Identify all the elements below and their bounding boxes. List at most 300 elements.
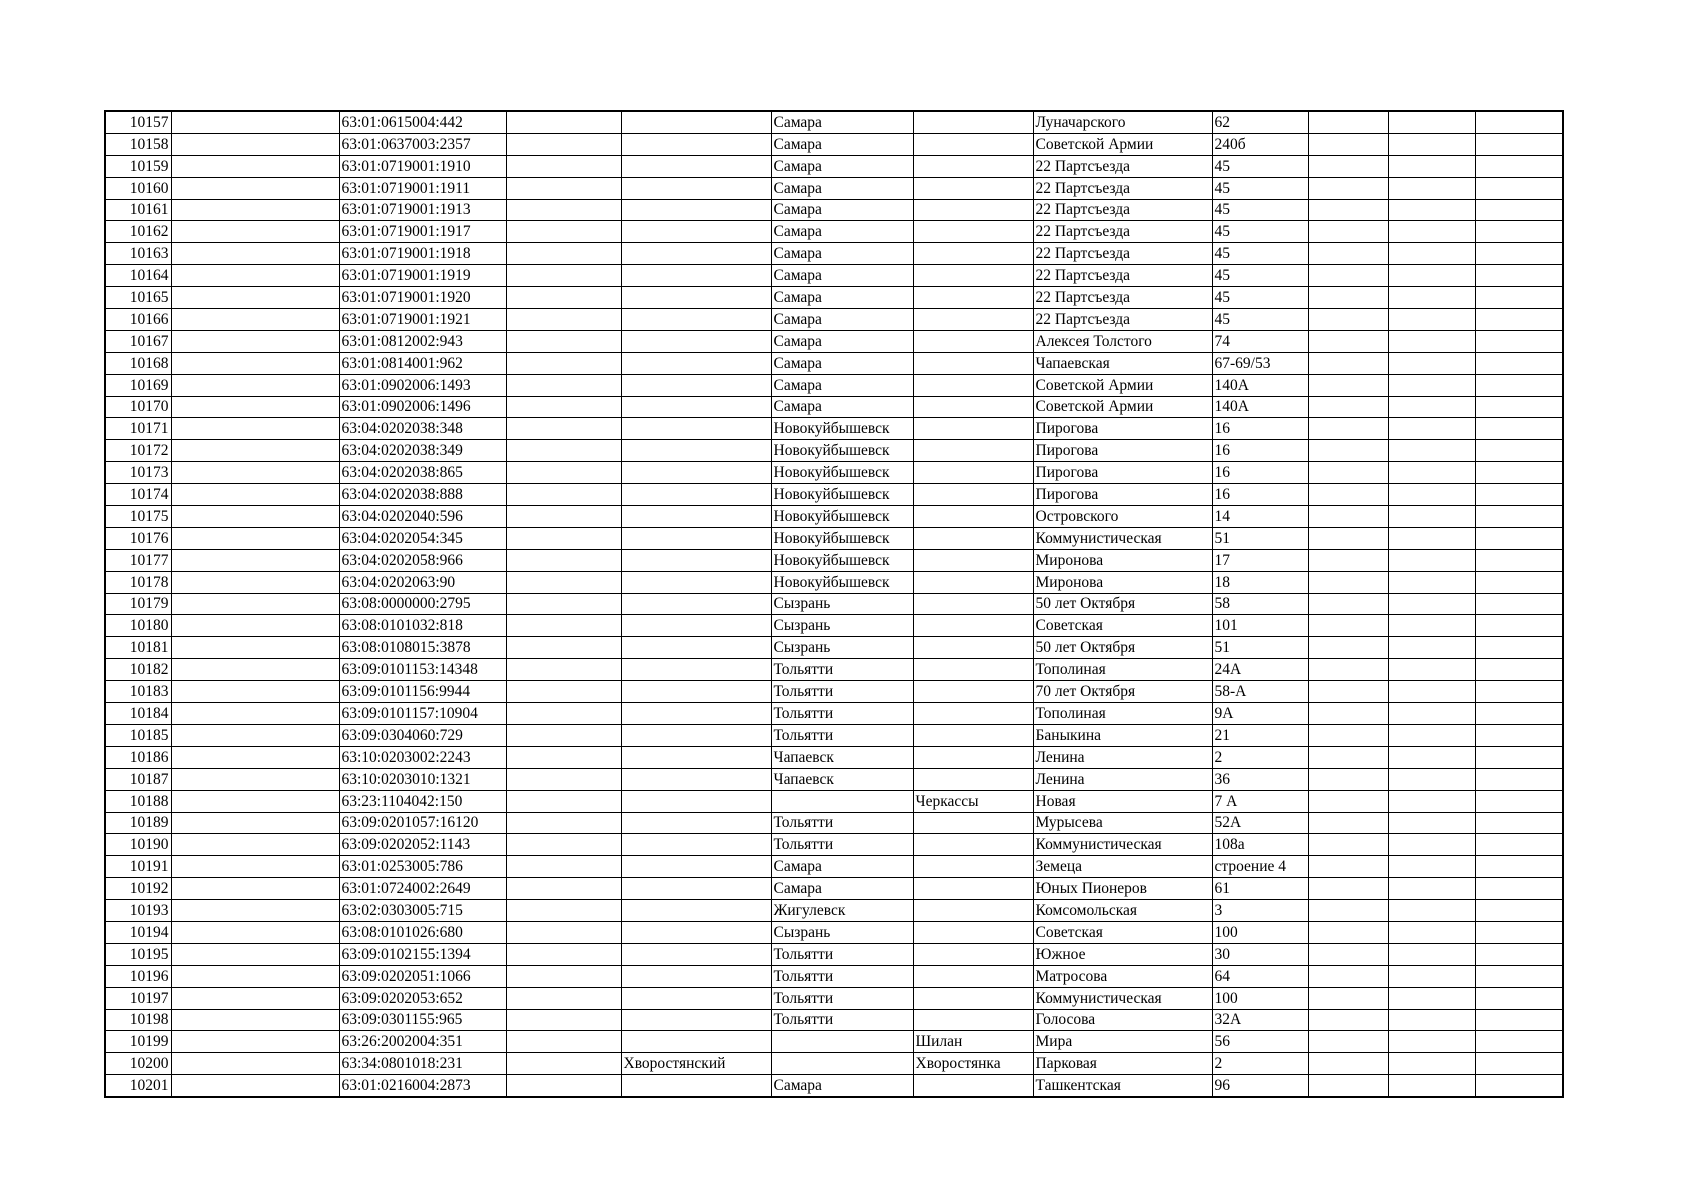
table-row bbox=[105, 812, 1563, 834]
district-cell bbox=[621, 834, 771, 856]
cadastral-number-cell: 63:01:0719001:1910 bbox=[339, 155, 506, 177]
cadastral-number-cell: 63:09:0304060:729 bbox=[339, 724, 506, 746]
house-cell: 16 bbox=[1212, 418, 1308, 440]
house-cell: 45 bbox=[1212, 221, 1308, 243]
blank-cell-a bbox=[171, 265, 339, 287]
blank-cell-e bbox=[1475, 265, 1563, 287]
district-cell bbox=[621, 330, 771, 352]
blank-cell-e bbox=[1475, 659, 1563, 681]
blank-cell-c bbox=[1308, 943, 1388, 965]
blank-cell-b bbox=[506, 265, 621, 287]
blank-cell-c bbox=[1308, 440, 1388, 462]
blank-cell-c bbox=[1308, 965, 1388, 987]
house-cell: 100 bbox=[1212, 987, 1308, 1009]
blank-cell-e bbox=[1475, 615, 1563, 637]
row-number-cell: 10188 bbox=[105, 790, 171, 812]
table-body bbox=[105, 111, 1563, 1097]
settlement-cell bbox=[913, 133, 1033, 155]
district-cell: Хворостянский bbox=[621, 1053, 771, 1075]
street-cell: Пирогова bbox=[1033, 440, 1212, 462]
blank-cell-a bbox=[171, 724, 339, 746]
cadastral-number-cell: 63:01:0719001:1919 bbox=[339, 265, 506, 287]
settlement-cell bbox=[913, 921, 1033, 943]
city-cell: Самара bbox=[771, 1075, 913, 1097]
blank-cell-a bbox=[171, 659, 339, 681]
blank-cell-e bbox=[1475, 418, 1563, 440]
table-row bbox=[105, 615, 1563, 637]
settlement-cell bbox=[913, 900, 1033, 922]
city-cell: Самара bbox=[771, 396, 913, 418]
table-row bbox=[105, 746, 1563, 768]
blank-cell-c bbox=[1308, 724, 1388, 746]
blank-cell-b bbox=[506, 659, 621, 681]
blank-cell-b bbox=[506, 462, 621, 484]
blank-cell-b bbox=[506, 133, 621, 155]
blank-cell-d bbox=[1388, 965, 1475, 987]
blank-cell-c bbox=[1308, 746, 1388, 768]
blank-cell-e bbox=[1475, 155, 1563, 177]
row-number-cell: 10158 bbox=[105, 133, 171, 155]
row-number-cell: 10170 bbox=[105, 396, 171, 418]
table-row bbox=[105, 396, 1563, 418]
district-cell bbox=[621, 856, 771, 878]
blank-cell-c bbox=[1308, 790, 1388, 812]
blank-cell-e bbox=[1475, 965, 1563, 987]
blank-cell-e bbox=[1475, 177, 1563, 199]
street-cell: 22 Партсъезда bbox=[1033, 199, 1212, 221]
blank-cell-b bbox=[506, 221, 621, 243]
blank-cell-c bbox=[1308, 768, 1388, 790]
table-row bbox=[105, 1075, 1563, 1097]
table-row bbox=[105, 878, 1563, 900]
settlement-cell bbox=[913, 549, 1033, 571]
blank-cell-a bbox=[171, 790, 339, 812]
street-cell: Новая bbox=[1033, 790, 1212, 812]
district-cell bbox=[621, 462, 771, 484]
district-cell bbox=[621, 790, 771, 812]
row-number-cell: 10196 bbox=[105, 965, 171, 987]
street-cell: Советской Армии bbox=[1033, 374, 1212, 396]
street-cell: Матросова bbox=[1033, 965, 1212, 987]
blank-cell-d bbox=[1388, 1031, 1475, 1053]
settlement-cell bbox=[913, 506, 1033, 528]
settlement-cell bbox=[913, 637, 1033, 659]
blank-cell-c bbox=[1308, 243, 1388, 265]
blank-cell-e bbox=[1475, 330, 1563, 352]
district-cell bbox=[621, 987, 771, 1009]
settlement-cell bbox=[913, 878, 1033, 900]
table-row bbox=[105, 440, 1563, 462]
street-cell: Советская bbox=[1033, 615, 1212, 637]
house-cell: 16 bbox=[1212, 440, 1308, 462]
blank-cell-e bbox=[1475, 549, 1563, 571]
district-cell bbox=[621, 593, 771, 615]
blank-cell-a bbox=[171, 681, 339, 703]
blank-cell-d bbox=[1388, 330, 1475, 352]
district-cell bbox=[621, 418, 771, 440]
blank-cell-a bbox=[171, 440, 339, 462]
blank-cell-e bbox=[1475, 506, 1563, 528]
blank-cell-e bbox=[1475, 199, 1563, 221]
settlement-cell: Шилан bbox=[913, 1031, 1033, 1053]
cadastral-number-cell: 63:04:0202063:90 bbox=[339, 571, 506, 593]
house-cell: 56 bbox=[1212, 1031, 1308, 1053]
street-cell: Голосова bbox=[1033, 1009, 1212, 1031]
blank-cell-e bbox=[1475, 768, 1563, 790]
blank-cell-d bbox=[1388, 724, 1475, 746]
blank-cell-b bbox=[506, 155, 621, 177]
table-row bbox=[105, 987, 1563, 1009]
blank-cell-e bbox=[1475, 309, 1563, 331]
city-cell: Самара bbox=[771, 155, 913, 177]
district-cell bbox=[621, 681, 771, 703]
blank-cell-e bbox=[1475, 243, 1563, 265]
street-cell: Коммунистическая bbox=[1033, 987, 1212, 1009]
table-row bbox=[105, 155, 1563, 177]
blank-cell-c bbox=[1308, 527, 1388, 549]
settlement-cell bbox=[913, 615, 1033, 637]
blank-cell-b bbox=[506, 790, 621, 812]
district-cell bbox=[621, 921, 771, 943]
settlement-cell bbox=[913, 746, 1033, 768]
settlement-cell bbox=[913, 965, 1033, 987]
city-cell: Самара bbox=[771, 199, 913, 221]
table-row bbox=[105, 133, 1563, 155]
blank-cell-a bbox=[171, 812, 339, 834]
house-cell: 140А bbox=[1212, 396, 1308, 418]
street-cell: Ленина bbox=[1033, 746, 1212, 768]
cadastral-number-cell: 63:04:0202038:349 bbox=[339, 440, 506, 462]
city-cell: Самара bbox=[771, 878, 913, 900]
city-cell: Сызрань bbox=[771, 615, 913, 637]
street-cell: Алексея Толстого bbox=[1033, 330, 1212, 352]
table-row bbox=[105, 111, 1563, 133]
settlement-cell bbox=[913, 987, 1033, 1009]
blank-cell-c bbox=[1308, 834, 1388, 856]
blank-cell-a bbox=[171, 484, 339, 506]
cadastral-number-cell: 63:09:0301155:965 bbox=[339, 1009, 506, 1031]
blank-cell-c bbox=[1308, 199, 1388, 221]
cadastral-number-cell: 63:04:0202040:596 bbox=[339, 506, 506, 528]
house-cell: 96 bbox=[1212, 1075, 1308, 1097]
settlement-cell bbox=[913, 484, 1033, 506]
cadastral-number-cell: 63:08:0000000:2795 bbox=[339, 593, 506, 615]
table-row bbox=[105, 287, 1563, 309]
district-cell bbox=[621, 724, 771, 746]
blank-cell-d bbox=[1388, 768, 1475, 790]
blank-cell-c bbox=[1308, 703, 1388, 725]
city-cell: Новокуйбышевск bbox=[771, 527, 913, 549]
blank-cell-d bbox=[1388, 659, 1475, 681]
blank-cell-a bbox=[171, 221, 339, 243]
blank-cell-a bbox=[171, 943, 339, 965]
cadastral-number-cell: 63:04:0202054:345 bbox=[339, 527, 506, 549]
cadastral-number-cell: 63:01:0902006:1496 bbox=[339, 396, 506, 418]
blank-cell-b bbox=[506, 287, 621, 309]
blank-cell-d bbox=[1388, 681, 1475, 703]
city-cell: Новокуйбышевск bbox=[771, 440, 913, 462]
blank-cell-e bbox=[1475, 1031, 1563, 1053]
row-number-cell: 10198 bbox=[105, 1009, 171, 1031]
blank-cell-b bbox=[506, 111, 621, 133]
row-number-cell: 10162 bbox=[105, 221, 171, 243]
house-cell: 7 А bbox=[1212, 790, 1308, 812]
house-cell: 58 bbox=[1212, 593, 1308, 615]
blank-cell-a bbox=[171, 352, 339, 374]
settlement-cell bbox=[913, 111, 1033, 133]
blank-cell-e bbox=[1475, 856, 1563, 878]
house-cell: 62 bbox=[1212, 111, 1308, 133]
blank-cell-d bbox=[1388, 1075, 1475, 1097]
district-cell bbox=[621, 571, 771, 593]
blank-cell-d bbox=[1388, 987, 1475, 1009]
settlement-cell bbox=[913, 287, 1033, 309]
table-row bbox=[105, 659, 1563, 681]
city-cell: Самара bbox=[771, 330, 913, 352]
row-number-cell: 10184 bbox=[105, 703, 171, 725]
blank-cell-a bbox=[171, 703, 339, 725]
blank-cell-b bbox=[506, 352, 621, 374]
blank-cell-a bbox=[171, 177, 339, 199]
settlement-cell bbox=[913, 265, 1033, 287]
house-cell: 3 bbox=[1212, 900, 1308, 922]
house-cell: 45 bbox=[1212, 265, 1308, 287]
city-cell: Самара bbox=[771, 177, 913, 199]
cadastral-number-cell: 63:09:0202051:1066 bbox=[339, 965, 506, 987]
row-number-cell: 10171 bbox=[105, 418, 171, 440]
street-cell: Пирогова bbox=[1033, 462, 1212, 484]
cadastral-number-cell: 63:01:0719001:1920 bbox=[339, 287, 506, 309]
city-cell: Тольятти bbox=[771, 965, 913, 987]
blank-cell-b bbox=[506, 746, 621, 768]
row-number-cell: 10194 bbox=[105, 921, 171, 943]
blank-cell-a bbox=[171, 878, 339, 900]
blank-cell-c bbox=[1308, 221, 1388, 243]
district-cell bbox=[621, 111, 771, 133]
blank-cell-b bbox=[506, 593, 621, 615]
blank-cell-b bbox=[506, 396, 621, 418]
blank-cell-b bbox=[506, 878, 621, 900]
district-cell bbox=[621, 1031, 771, 1053]
settlement-cell bbox=[913, 724, 1033, 746]
blank-cell-b bbox=[506, 724, 621, 746]
cadastral-number-cell: 63:01:0814001:962 bbox=[339, 352, 506, 374]
cadastral-number-cell: 63:09:0101153:14348 bbox=[339, 659, 506, 681]
city-cell: Новокуйбышевск bbox=[771, 418, 913, 440]
house-cell: 2 bbox=[1212, 746, 1308, 768]
street-cell: Советской Армии bbox=[1033, 133, 1212, 155]
house-cell: 51 bbox=[1212, 527, 1308, 549]
blank-cell-d bbox=[1388, 287, 1475, 309]
table-row bbox=[105, 1009, 1563, 1031]
district-cell bbox=[621, 943, 771, 965]
table-row bbox=[105, 309, 1563, 331]
street-cell: Ташкентская bbox=[1033, 1075, 1212, 1097]
blank-cell-e bbox=[1475, 571, 1563, 593]
row-number-cell: 10157 bbox=[105, 111, 171, 133]
blank-cell-d bbox=[1388, 878, 1475, 900]
blank-cell-d bbox=[1388, 790, 1475, 812]
city-cell: Тольятти bbox=[771, 943, 913, 965]
cadastral-number-cell: 63:23:1104042:150 bbox=[339, 790, 506, 812]
blank-cell-b bbox=[506, 374, 621, 396]
city-cell: Сызрань bbox=[771, 921, 913, 943]
table-row bbox=[105, 549, 1563, 571]
row-number-cell: 10195 bbox=[105, 943, 171, 965]
blank-cell-a bbox=[171, 1075, 339, 1097]
cadastral-number-cell: 63:04:0202038:888 bbox=[339, 484, 506, 506]
blank-cell-e bbox=[1475, 1009, 1563, 1031]
district-cell bbox=[621, 506, 771, 528]
street-cell: Комсомольская bbox=[1033, 900, 1212, 922]
street-cell: Мурысева bbox=[1033, 812, 1212, 834]
district-cell bbox=[621, 1009, 771, 1031]
blank-cell-b bbox=[506, 965, 621, 987]
street-cell: Советской Армии bbox=[1033, 396, 1212, 418]
blank-cell-a bbox=[171, 111, 339, 133]
blank-cell-d bbox=[1388, 921, 1475, 943]
property-registry-table bbox=[104, 110, 1564, 1098]
city-cell: Чапаевск bbox=[771, 768, 913, 790]
row-number-cell: 10185 bbox=[105, 724, 171, 746]
blank-cell-c bbox=[1308, 374, 1388, 396]
blank-cell-a bbox=[171, 396, 339, 418]
district-cell bbox=[621, 746, 771, 768]
blank-cell-d bbox=[1388, 812, 1475, 834]
blank-cell-e bbox=[1475, 111, 1563, 133]
settlement-cell bbox=[913, 221, 1033, 243]
table-row bbox=[105, 462, 1563, 484]
city-cell: Самара bbox=[771, 243, 913, 265]
blank-cell-b bbox=[506, 549, 621, 571]
cadastral-number-cell: 63:01:0253005:786 bbox=[339, 856, 506, 878]
blank-cell-e bbox=[1475, 396, 1563, 418]
city-cell: Тольятти bbox=[771, 681, 913, 703]
house-cell: 45 bbox=[1212, 309, 1308, 331]
row-number-cell: 10159 bbox=[105, 155, 171, 177]
cadastral-number-cell: 63:01:0812002:943 bbox=[339, 330, 506, 352]
blank-cell-c bbox=[1308, 330, 1388, 352]
cadastral-number-cell: 63:01:0902006:1493 bbox=[339, 374, 506, 396]
blank-cell-a bbox=[171, 287, 339, 309]
blank-cell-d bbox=[1388, 352, 1475, 374]
city-cell: Тольятти bbox=[771, 1009, 913, 1031]
blank-cell-b bbox=[506, 506, 621, 528]
blank-cell-c bbox=[1308, 900, 1388, 922]
street-cell: 50 лет Октября bbox=[1033, 637, 1212, 659]
blank-cell-d bbox=[1388, 637, 1475, 659]
blank-cell-e bbox=[1475, 834, 1563, 856]
settlement-cell bbox=[913, 812, 1033, 834]
house-cell: 24А bbox=[1212, 659, 1308, 681]
blank-cell-c bbox=[1308, 987, 1388, 1009]
street-cell: 22 Партсъезда bbox=[1033, 287, 1212, 309]
blank-cell-c bbox=[1308, 111, 1388, 133]
table-row bbox=[105, 418, 1563, 440]
district-cell bbox=[621, 374, 771, 396]
blank-cell-d bbox=[1388, 199, 1475, 221]
settlement-cell bbox=[913, 593, 1033, 615]
street-cell: 22 Партсъезда bbox=[1033, 155, 1212, 177]
settlement-cell bbox=[913, 659, 1033, 681]
house-cell: 45 bbox=[1212, 177, 1308, 199]
cadastral-number-cell: 63:01:0719001:1918 bbox=[339, 243, 506, 265]
street-cell: Чапаевская bbox=[1033, 352, 1212, 374]
street-cell: Луначарского bbox=[1033, 111, 1212, 133]
cadastral-number-cell: 63:01:0719001:1917 bbox=[339, 221, 506, 243]
cadastral-number-cell: 63:26:2002004:351 bbox=[339, 1031, 506, 1053]
blank-cell-c bbox=[1308, 659, 1388, 681]
settlement-cell bbox=[913, 199, 1033, 221]
blank-cell-a bbox=[171, 418, 339, 440]
street-cell: Мира bbox=[1033, 1031, 1212, 1053]
table-row bbox=[105, 834, 1563, 856]
blank-cell-e bbox=[1475, 681, 1563, 703]
city-cell: Самара bbox=[771, 265, 913, 287]
blank-cell-d bbox=[1388, 1053, 1475, 1075]
district-cell bbox=[621, 177, 771, 199]
settlement-cell bbox=[913, 681, 1033, 703]
settlement-cell bbox=[913, 571, 1033, 593]
blank-cell-b bbox=[506, 637, 621, 659]
district-cell bbox=[621, 878, 771, 900]
blank-cell-d bbox=[1388, 506, 1475, 528]
district-cell bbox=[621, 1075, 771, 1097]
blank-cell-d bbox=[1388, 615, 1475, 637]
blank-cell-c bbox=[1308, 177, 1388, 199]
row-number-cell: 10168 bbox=[105, 352, 171, 374]
city-cell: Тольятти bbox=[771, 812, 913, 834]
street-cell: Южное bbox=[1033, 943, 1212, 965]
cadastral-number-cell: 63:02:0303005:715 bbox=[339, 900, 506, 922]
row-number-cell: 10181 bbox=[105, 637, 171, 659]
blank-cell-e bbox=[1475, 724, 1563, 746]
blank-cell-e bbox=[1475, 352, 1563, 374]
blank-cell-d bbox=[1388, 943, 1475, 965]
blank-cell-a bbox=[171, 374, 339, 396]
blank-cell-d bbox=[1388, 221, 1475, 243]
blank-cell-c bbox=[1308, 506, 1388, 528]
blank-cell-e bbox=[1475, 637, 1563, 659]
table-row bbox=[105, 768, 1563, 790]
house-cell: 2 bbox=[1212, 1053, 1308, 1075]
blank-cell-b bbox=[506, 812, 621, 834]
blank-cell-c bbox=[1308, 133, 1388, 155]
blank-cell-a bbox=[171, 1053, 339, 1075]
district-cell bbox=[621, 243, 771, 265]
district-cell bbox=[621, 133, 771, 155]
settlement-cell bbox=[913, 943, 1033, 965]
blank-cell-c bbox=[1308, 878, 1388, 900]
district-cell bbox=[621, 768, 771, 790]
table-row bbox=[105, 506, 1563, 528]
blank-cell-e bbox=[1475, 878, 1563, 900]
city-cell: Самара bbox=[771, 111, 913, 133]
city-cell: Тольятти bbox=[771, 724, 913, 746]
blank-cell-b bbox=[506, 309, 621, 331]
cadastral-number-cell: 63:01:0724002:2649 bbox=[339, 878, 506, 900]
cadastral-number-cell: 63:10:0203010:1321 bbox=[339, 768, 506, 790]
blank-cell-e bbox=[1475, 987, 1563, 1009]
blank-cell-d bbox=[1388, 746, 1475, 768]
settlement-cell bbox=[913, 527, 1033, 549]
street-cell: Миронова bbox=[1033, 549, 1212, 571]
blank-cell-e bbox=[1475, 943, 1563, 965]
blank-cell-a bbox=[171, 1031, 339, 1053]
blank-cell-c bbox=[1308, 1031, 1388, 1053]
row-number-cell: 10192 bbox=[105, 878, 171, 900]
settlement-cell bbox=[913, 418, 1033, 440]
